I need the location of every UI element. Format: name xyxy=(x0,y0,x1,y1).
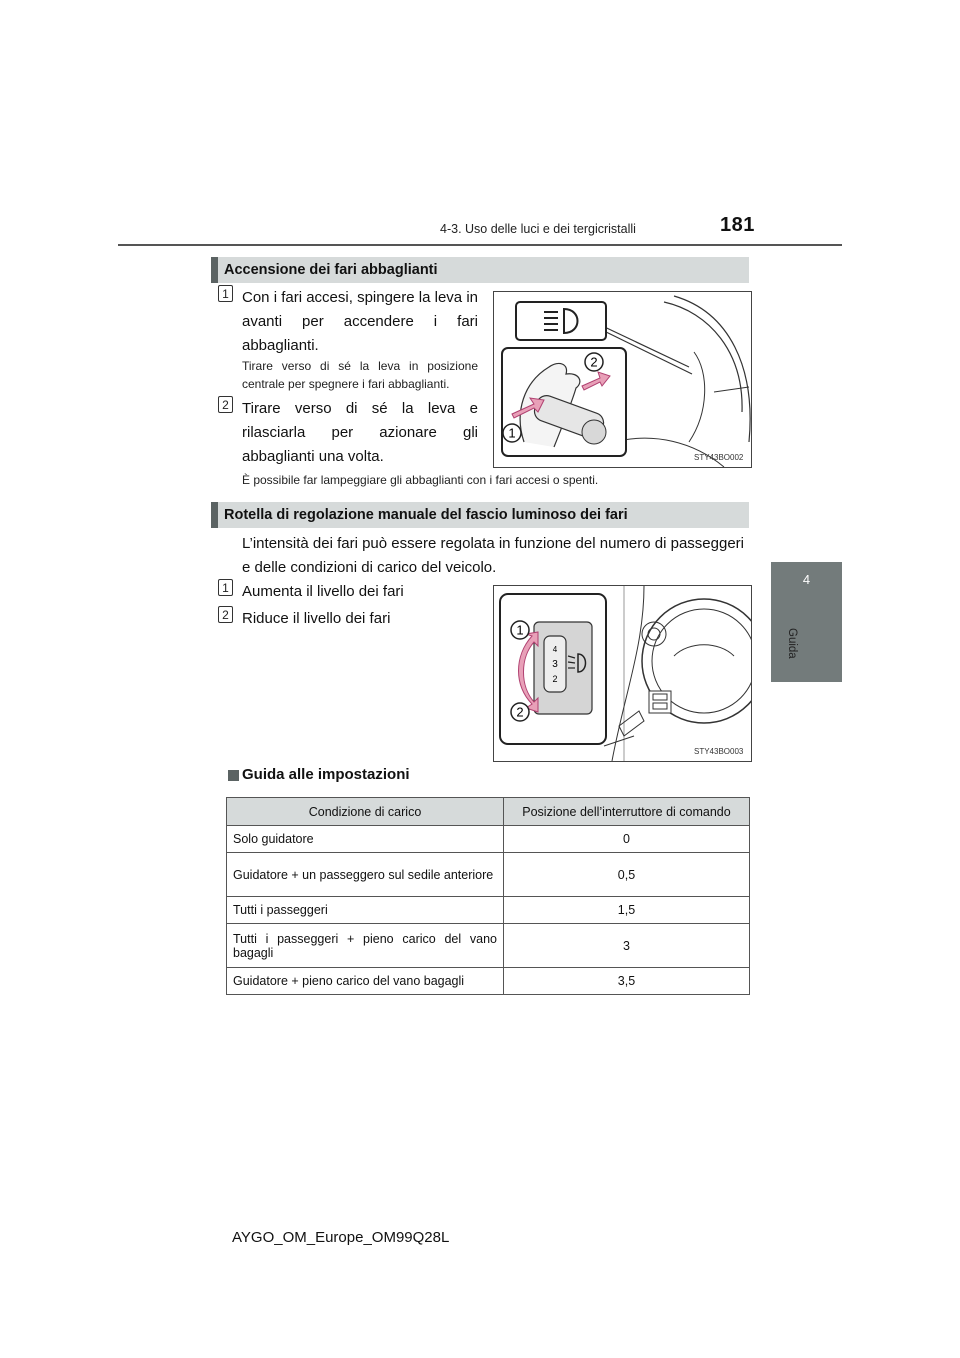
section-intro: L’intensità dei fari può essere regolata in funzione del numero di passeggeri e delle condizioni di carico del veicolo. xyxy=(242,535,744,576)
step-text: Con i fari accesi, spingere la leva in avanti per accendere i fari abbaglianti. xyxy=(242,289,478,354)
header-section-path: 4-3. Uso delle luci e dei tergicristalli xyxy=(440,222,636,236)
table-cell: Tutti i passeggeri xyxy=(227,897,504,924)
table-cell: Guidatore + un passeggero sul sedile anteriore xyxy=(227,853,504,897)
manual-code-footer: AYGO_OM_Europe_OM99Q28L xyxy=(232,1229,450,1246)
table-row xyxy=(227,924,750,968)
item-number-badge: 1 xyxy=(218,579,233,596)
settings-heading: Guida alle impostazioni xyxy=(242,766,410,783)
table-row xyxy=(227,897,750,924)
figure-label-2: 2 xyxy=(516,704,524,720)
chapter-tab-label: Guida xyxy=(786,628,798,659)
dial-value: 2 xyxy=(552,674,558,684)
table-header-cell: Posizione dell’interruttore di comando xyxy=(504,798,750,826)
dial-value: 4 xyxy=(552,645,558,654)
dial-value: 3 xyxy=(552,659,558,670)
step-number-badge: 2 xyxy=(218,396,233,413)
section-title: Accensione dei fari abbaglianti xyxy=(224,262,438,278)
chapter-tab-number: 4 xyxy=(802,572,811,587)
figure-label-1: 1 xyxy=(516,622,524,638)
section-title: Rotella di regolazione manuale del fascio luminoso dei fari xyxy=(224,507,628,523)
table-header-row xyxy=(227,798,750,826)
figure-label-2: 2 xyxy=(590,354,598,370)
table-row xyxy=(227,968,750,995)
table-cell: 3,5 xyxy=(504,968,750,995)
table-cell: Tutti i passeggeri + pieno carico del vano bagagli xyxy=(227,924,504,968)
settings-table xyxy=(226,797,750,995)
table-cell: Solo guidatore xyxy=(227,826,504,853)
headlight-leveling-dial-illustration xyxy=(493,585,752,762)
step-text: Tirare verso di sé la leva e rilasciarla per azionare gli abbaglianti una volta. xyxy=(242,400,478,465)
headlight-lever-illustration xyxy=(493,291,752,468)
page-number: 181 xyxy=(720,214,755,236)
step-note: Tirare verso di sé la leva in posizione centrale per spegnere i fari abbaglianti. xyxy=(242,359,478,391)
step-number-badge: 1 xyxy=(218,285,233,302)
table-row xyxy=(227,826,750,853)
figure-code: STY43BO002 xyxy=(694,453,744,462)
figure-label-1: 1 xyxy=(508,425,516,441)
table-row xyxy=(227,853,750,897)
lever-drawing xyxy=(494,292,751,467)
table-cell: 1,5 xyxy=(504,897,750,924)
table-cell: 0,5 xyxy=(504,853,750,897)
square-bullet-icon xyxy=(228,770,239,781)
header-divider xyxy=(118,244,842,246)
dial-drawing xyxy=(494,586,751,761)
item-text: Riduce il livello dei fari xyxy=(242,610,391,627)
table-cell: 3 xyxy=(504,924,750,968)
item-text: Aumenta il livello dei fari xyxy=(242,583,404,600)
figure-code: STY43BO003 xyxy=(694,747,744,756)
table-cell: Guidatore + pieno carico del vano bagagli xyxy=(227,968,504,995)
table-cell: 0 xyxy=(504,826,750,853)
item-number-badge: 2 xyxy=(218,606,233,623)
section-note: È possibile far lampeggiare gli abbaglianti con i fari accesi o spenti. xyxy=(242,473,599,487)
table-header-cell: Condizione di carico xyxy=(227,798,504,826)
